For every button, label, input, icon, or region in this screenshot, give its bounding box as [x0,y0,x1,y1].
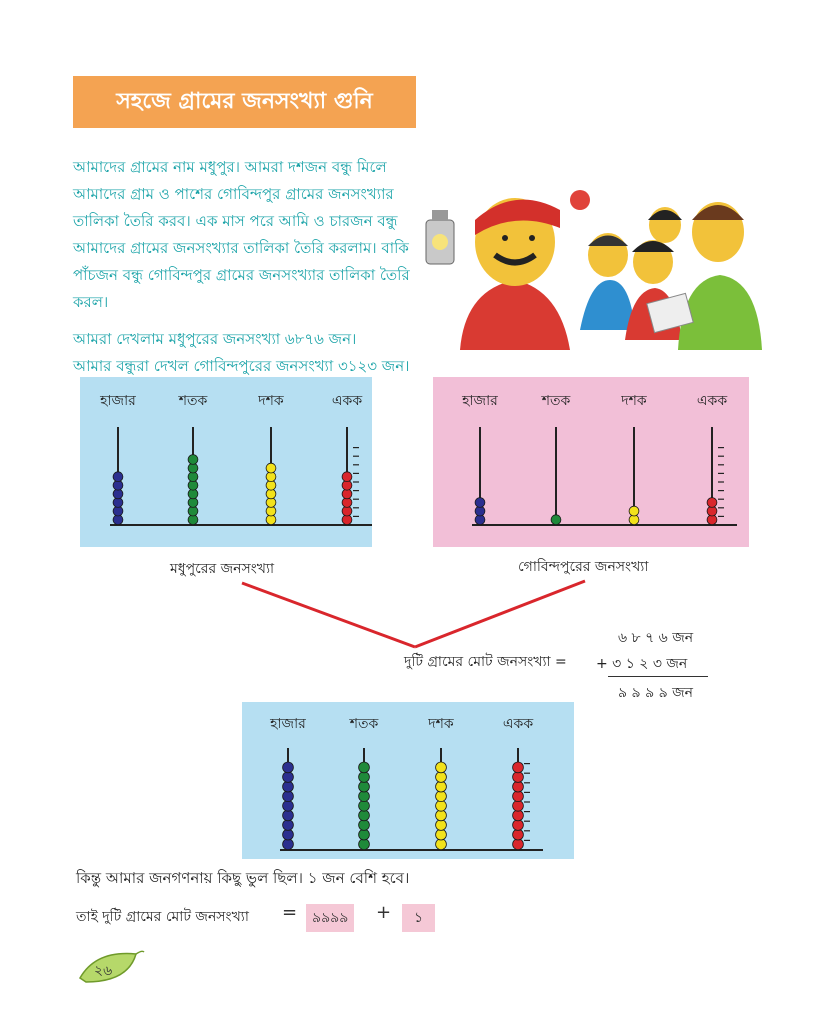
plus-sign: + [376,902,392,923]
connector-lines [230,575,590,655]
bead-tens [436,829,447,840]
term-2-box: ১ [402,904,435,932]
bead-ones [513,820,524,831]
total-abacus-panel [242,702,574,859]
bead-tens [436,772,447,783]
bead-tens [436,839,447,850]
bead-ones [513,839,524,850]
bead-tens [436,781,447,792]
place-label-ones: একক [502,716,534,732]
flower-icon [570,190,590,210]
bead-thousands [475,498,485,508]
connector-right [415,581,585,647]
bead-hundreds [359,810,370,821]
place-label-hundreds: শতক [178,393,208,409]
bead-thousands [113,472,123,482]
bead-tens [436,791,447,802]
bead-thousands [283,762,294,773]
term-1-box: ৯৯৯৯ [306,904,354,932]
intro-paragraph-2 [73,326,433,380]
place-label-ones: একক [331,393,363,409]
villagers-illustration [420,180,765,360]
bead-hundreds [359,781,370,792]
title-banner [73,76,416,128]
bead-tens [266,463,276,473]
place-label-hundreds: শতক [541,393,571,409]
bead-tens [436,762,447,773]
intro-line: পাঁচজন বন্ধু গোবিন্দপুর গ্রামের জনসংখ্যার তালিকা তৈরি [73,266,410,284]
gobindapur-caption: গোবিন্দপুরের জনসংখ্যা [518,559,649,575]
madhupur-caption: মধুপুরের জনসংখ্যা [170,561,275,577]
bead-tens [629,506,639,516]
connector-left [242,583,415,647]
bead-thousands [283,839,294,850]
intro-line: করল। [73,293,109,311]
bead-hundreds [359,791,370,802]
place-label-tens: দশক [428,716,454,732]
bead-tens [436,820,447,831]
madhupur-abacus [80,377,372,547]
bead-hundreds [359,820,370,831]
bead-hundreds [359,772,370,783]
total-abacus [242,702,574,859]
bead-ones [513,762,524,773]
bead-hundreds [188,455,198,465]
sum-addend-1: ৬ ৮ ৭ ৬ জন [618,630,694,646]
madhupur-abacus-panel [80,377,372,547]
intro-line: আমাদের গ্রাম ও পাশের গোবিন্দপুর গ্রামের জনসংখ্যার [73,185,394,203]
place-label-hundreds: শতক [349,716,379,732]
man-with-turban [460,198,570,350]
bead-ones [707,498,717,508]
bead-thousands [283,820,294,831]
bead-tens [436,800,447,811]
bead-ones [513,810,524,821]
sum-addend-2: + ৩ ১ ২ ৩ জন [596,656,688,672]
place-label-thousands: হাজার [462,393,498,409]
final-label: তাই দুটি গ্রামের মোট জনসংখ্যা [76,909,249,925]
bead-hundreds [551,515,561,525]
equals-sign: = [282,902,298,923]
bead-ones [513,791,524,802]
intro-line: আমরা দেখলাম মধুপুরের জনসংখ্যা ৬৮৭৬ জন। [73,330,357,348]
intro-text [73,154,433,390]
bead-thousands [283,810,294,821]
bead-thousands [283,829,294,840]
bead-ones [513,781,524,792]
gobindapur-abacus [433,377,749,547]
bead-thousands [283,772,294,783]
bead-hundreds [359,762,370,773]
bead-thousands [283,781,294,792]
bead-hundreds [359,839,370,850]
place-label-thousands: হাজার [100,393,136,409]
intro-line: আমাদের গ্রামের নাম মধুপুর। আমরা দশজন বন্ধু মিলে [73,158,387,176]
place-label-tens: দশক [258,393,284,409]
intro-line: আমাদের গ্রামের জনসংখ্যার তালিকা তৈরি করলাম। বাকি [73,239,409,257]
place-label-tens: দশক [621,393,647,409]
place-label-ones: একক [696,393,728,409]
bead-ones [342,472,352,482]
bead-tens [436,810,447,821]
page-title: সহজে গ্রামের জনসংখ্যা গুনি [116,88,373,114]
sum-rule [608,676,708,677]
bead-ones [513,800,524,811]
sum-result: ৯ ৯ ৯ ৯ জন [618,685,694,701]
gobindapur-abacus-panel [433,377,749,547]
bead-ones [513,772,524,783]
place-label-thousands: হাজার [270,716,306,732]
leaf-page-number [76,948,146,988]
bead-hundreds [359,800,370,811]
intro-line: তালিকা তৈরি করব। এক মাস পরে আমি ও চারজন বন্ধু [73,212,398,230]
sum-label: দুটি গ্রামের মোট জনসংখ্যা = [404,654,567,670]
bead-ones [513,829,524,840]
lantern-icon [426,210,454,264]
bead-thousands [283,800,294,811]
intro-line: আমার বন্ধুরা দেখল গোবিন্দপুরের জনসংখ্যা ৩১২৩ জন। [73,357,410,375]
intro-paragraph-1 [73,154,433,316]
correction-note: কিন্তু আমার জনগণনায় কিছু ভুল ছিল। ১ জন বেশি হবে। [76,869,410,887]
bead-hundreds [359,829,370,840]
page-number: ২৬ [94,963,113,979]
bead-thousands [283,791,294,802]
